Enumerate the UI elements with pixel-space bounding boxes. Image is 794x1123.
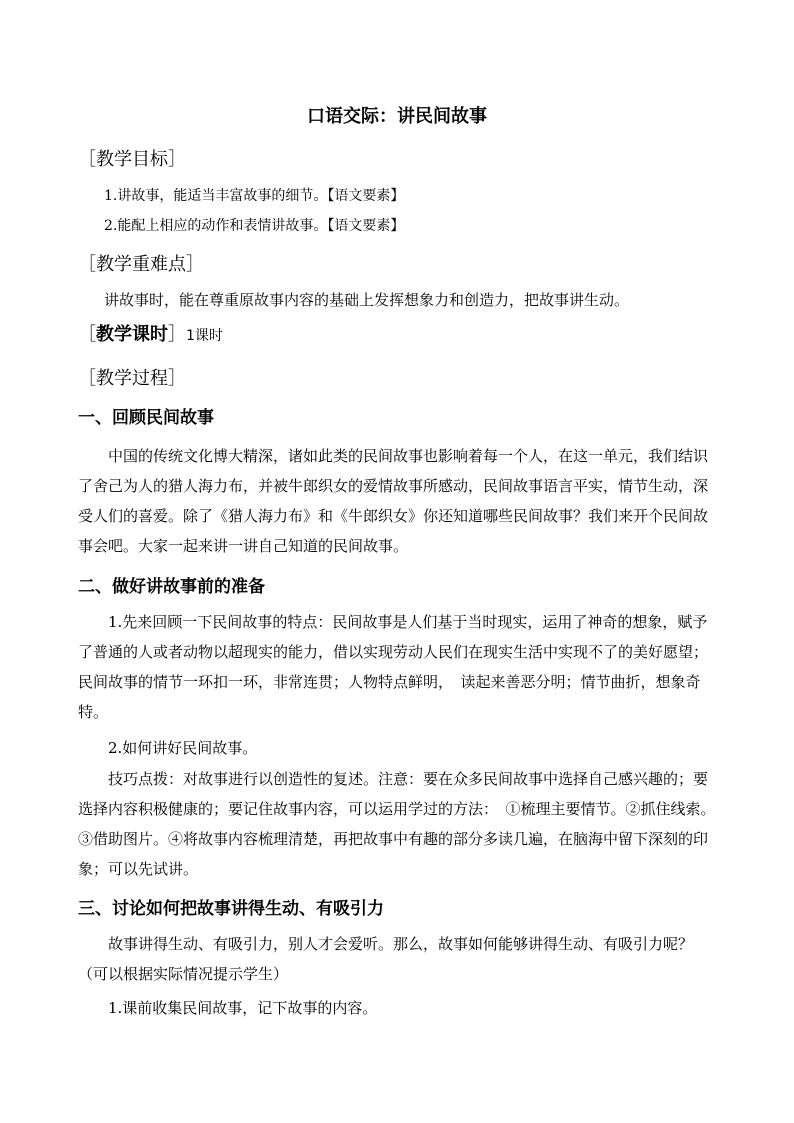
key-points-heading: ［教学重难点］ bbox=[78, 254, 204, 275]
class-hours-heading bbox=[78, 322, 223, 349]
page-title: 口语交际：讲民间故事 bbox=[307, 106, 487, 127]
section-3-text-2: 1.课前收集民间故事，记下故事的内容。 bbox=[108, 999, 378, 1017]
section-2-paragraph-1 bbox=[78, 607, 718, 727]
goals-heading: ［教学目标］ bbox=[78, 149, 186, 170]
section-3-heading: 三、讨论如何把故事讲得生动、有吸引力 bbox=[78, 899, 384, 919]
section-2-heading: 二、做好讲故事前的准备 bbox=[78, 577, 265, 597]
section-2-paragraph-2 bbox=[78, 733, 718, 763]
class-hours-value: 1课时 bbox=[186, 328, 223, 344]
process-heading: ［教学过程］ bbox=[78, 368, 186, 389]
section-1-text: 中国的传统文化博大精深，诸如此类的民间故事也影响着每一个人，在这一单元，我们结识了舍己为人的猎人海力布，并被牛郎织女的爱情故事所感动，民间故事语言平实，情节生动，深受人们的喜爱。除了《猎人海力布》和《牛郎织女》你还知道哪些民间故事？我们来开个民间故事会吧。大家一起来讲一讲自己知道的民间故事。 bbox=[78, 447, 709, 555]
section-1-paragraph bbox=[78, 441, 718, 561]
section-3-paragraph-1 bbox=[78, 929, 718, 989]
goal-item-1: 1.讲故事，能适当丰富故事的细节。【语文要素】 bbox=[104, 188, 405, 204]
key-points-text: 讲故事时，能在尊重原故事内容的基础上发挥想象力和创造力，把故事讲生动。 bbox=[104, 291, 630, 309]
section-2-text-2: 2.如何讲好民间故事。 bbox=[108, 739, 258, 757]
class-hours-bracket-close: ］ bbox=[168, 324, 186, 345]
section-3-text-1: 故事讲得生动、有吸引力，别人才会爱听。那么，故事如何能够讲得生动、有吸引力呢？（可以根据实际情况提示学生） bbox=[78, 935, 694, 983]
section-2-text-1: 1.先来回顾一下民间故事的特点：民间故事是人们基于当时现实，运用了神奇的想象，赋予了普通的人或者动物以超现实的能力，借以实现劳动人民们在现实生活中实现不了的美好愿望；民间故事的情节一环扣一环，非常连贯；人物特点鲜明， 读起来善恶分明；情节曲折，想象奇特。 bbox=[78, 613, 709, 721]
section-2-text-3: 技巧点拨：对故事进行以创造性的复述。注意：要在众多民间故事中选择自己感兴趣的；要选择内容积极健康的；要记住故事内容，可以运用学过的方法： ①梳理主要情节。②抓住线索。③借助图片。④将故事内容梳理清楚，再把故事中有趣的部分多读几遍，在脑海中留下深刻的印象；可以先试讲。 bbox=[78, 770, 716, 878]
section-2-paragraph-3 bbox=[78, 764, 718, 884]
section-1-heading: 一、回顾民间故事 bbox=[78, 408, 214, 428]
goal-item-2: 2.能配上相应的动作和表情讲故事。【语文要素】 bbox=[104, 218, 405, 234]
class-hours-label: 教学课时 bbox=[96, 324, 168, 345]
section-3-paragraph-2 bbox=[78, 993, 718, 1023]
class-hours-bracket-open: ［ bbox=[78, 324, 96, 345]
